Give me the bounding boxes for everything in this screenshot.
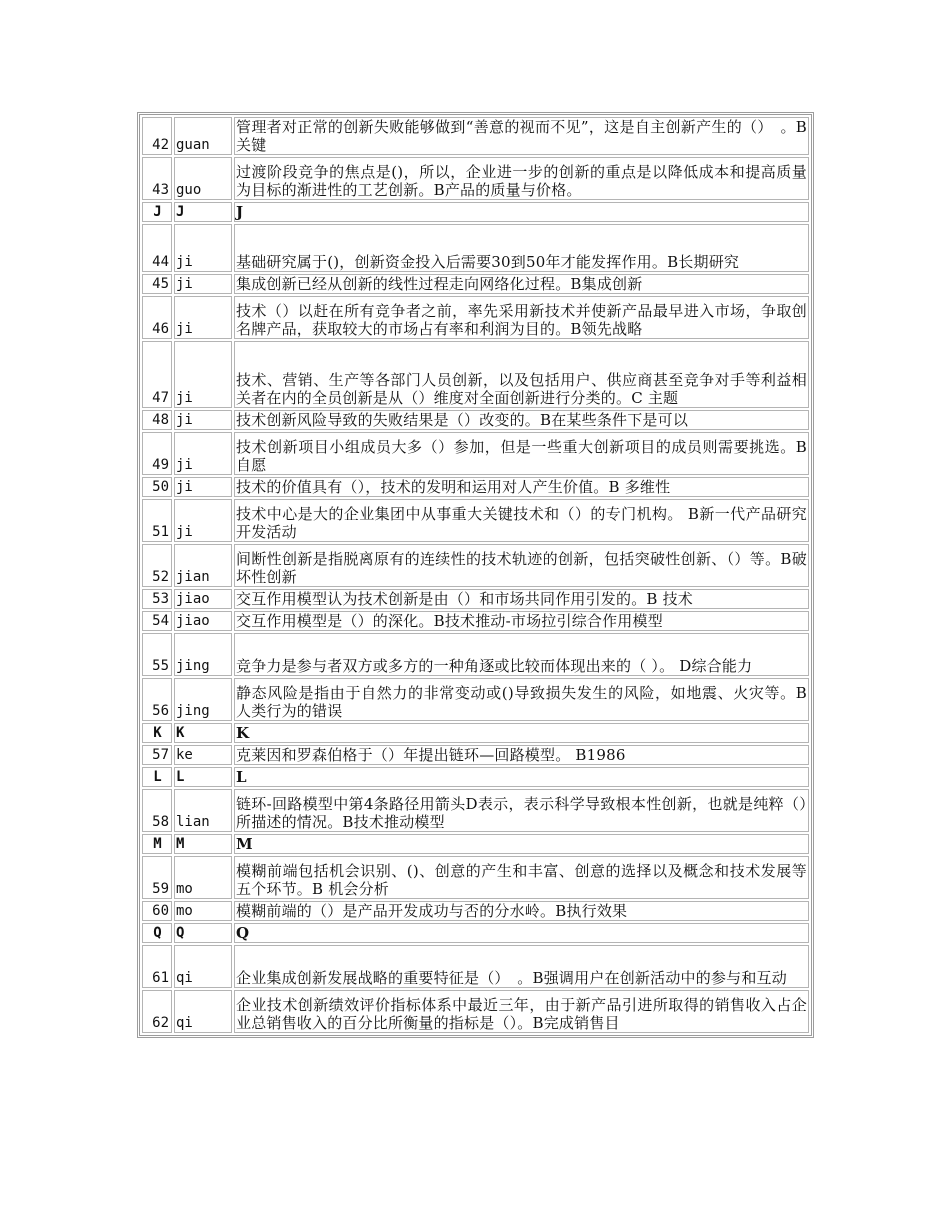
pinyin-index: ji bbox=[174, 499, 232, 542]
question-row bbox=[142, 296, 809, 339]
question-text: 模糊前端包括机会识别、()、创意的产生和丰富、创意的选择以及概念和技术发展等五个环节。B 机会分析 bbox=[234, 856, 809, 899]
question-row bbox=[142, 432, 809, 475]
question-text: 技术创新项目小组成员大多（）参加，但是一些重大创新项目的成员则需要挑选。B 自愿 bbox=[234, 432, 809, 475]
question-row bbox=[142, 789, 809, 832]
question-row bbox=[142, 990, 809, 1033]
section-header-row bbox=[142, 834, 809, 854]
question-text: 技术创新风险导致的失败结果是（）改变的。B在某些条件下是可以 bbox=[234, 410, 809, 430]
pinyin-index: jiao bbox=[174, 611, 232, 631]
section-letter: K bbox=[142, 723, 172, 743]
question-row bbox=[142, 745, 809, 765]
question-text: 过渡阶段竞争的焦点是()，所以，企业进一步的创新的重点是以降低成本和提高质量为目标的渐进性的工艺创新。B产品的质量与价格。 bbox=[234, 157, 809, 200]
pinyin-index: guo bbox=[174, 157, 232, 200]
question-number: 42 bbox=[142, 117, 172, 155]
pinyin-index: jing bbox=[174, 633, 232, 676]
question-number: 51 bbox=[142, 499, 172, 542]
question-row bbox=[142, 611, 809, 631]
question-row bbox=[142, 544, 809, 587]
question-number: 49 bbox=[142, 432, 172, 475]
pinyin-index: ji bbox=[174, 224, 232, 272]
question-text: 基础研究属于()，创新资金投入后需要30到50年才能发挥作用。B长期研究 bbox=[234, 224, 809, 272]
section-letter-index: J bbox=[174, 202, 232, 222]
question-number: 43 bbox=[142, 157, 172, 200]
question-number: 46 bbox=[142, 296, 172, 339]
question-text: 企业集成创新发展战略的重要特征是（） 。B强调用户在创新活动中的参与和互动 bbox=[234, 945, 809, 988]
question-number: 55 bbox=[142, 633, 172, 676]
question-row bbox=[142, 274, 809, 294]
section-letter: Q bbox=[142, 923, 172, 943]
question-number: 44 bbox=[142, 224, 172, 272]
question-row bbox=[142, 678, 809, 721]
question-number: 57 bbox=[142, 745, 172, 765]
question-row bbox=[142, 589, 809, 609]
pinyin-index: lian bbox=[174, 789, 232, 832]
question-text: 管理者对正常的创新失败能够做到“善意的视而不见”，这是自主创新产生的（） 。B关键 bbox=[236, 118, 807, 154]
question-text: 竞争力是参与者双方或多方的一种角逐或比较而体现出来的（ ）。 D综合能力 bbox=[234, 633, 809, 676]
question-row bbox=[142, 117, 809, 155]
quiz-sheet bbox=[137, 112, 814, 1038]
quiz-table-body bbox=[142, 117, 809, 1033]
section-letter-index: Q bbox=[174, 923, 232, 943]
pinyin-index: qi bbox=[174, 990, 232, 1033]
question-row bbox=[142, 477, 809, 497]
question-text: 技术（）以赶在所有竞争者之前，率先采用新技术并使新产品最早进入市场，争取创名牌产品，获取较大的市场占有率和利润为目的。B领先战略 bbox=[234, 296, 809, 339]
question-number: 52 bbox=[142, 544, 172, 587]
section-letter-title: L bbox=[234, 767, 809, 787]
pinyin-index: guan bbox=[174, 117, 232, 155]
section-letter-title: K bbox=[234, 723, 809, 743]
question-row bbox=[142, 410, 809, 430]
pinyin-index: jian bbox=[174, 544, 232, 587]
question-text: 链环-回路模型中第4条路径用箭头D表示，表示科学导致根本性创新，也就是纯粹（）所描述的情况。B技术推动模型 bbox=[234, 789, 809, 832]
question-text: 集成创新已经从创新的线性过程走向网络化过程。B集成创新 bbox=[234, 274, 809, 294]
pinyin-index: mo bbox=[174, 856, 232, 899]
pinyin-index: ji bbox=[174, 477, 232, 497]
question-text: 模糊前端的（）是产品开发成功与否的分水岭。B执行效果 bbox=[234, 901, 809, 921]
question-number: 61 bbox=[142, 945, 172, 988]
pinyin-index: ke bbox=[174, 745, 232, 765]
question-row bbox=[142, 341, 809, 408]
question-text: 克莱因和罗森伯格于（）年提出链环—回路模型。 B1986 bbox=[234, 745, 809, 765]
question-text: 技术、营销、生产等各部门人员创新，以及包括用户、供应商甚至竞争对手等利益相关者在内的全员创新是从（）维度对全面创新进行分类的。C 主题 bbox=[234, 341, 809, 408]
section-letter-index: M bbox=[174, 834, 232, 854]
question-row bbox=[142, 157, 809, 200]
question-text: 企业技术创新绩效评价指标体系中最近三年，由于新产品引进所取得的销售收入占企业总销售收入的百分比所衡量的指标是（）。B完成销售目 bbox=[234, 990, 809, 1033]
question-number: 53 bbox=[142, 589, 172, 609]
question-row bbox=[142, 224, 809, 272]
question-row bbox=[142, 856, 809, 899]
quiz-table bbox=[137, 112, 814, 1038]
question-number: 47 bbox=[142, 341, 172, 408]
section-header-row bbox=[142, 202, 809, 222]
question-number: 56 bbox=[142, 678, 172, 721]
question-row bbox=[142, 499, 809, 542]
section-letter: L bbox=[142, 767, 172, 787]
section-letter-index: L bbox=[174, 767, 232, 787]
question-number: 59 bbox=[142, 856, 172, 899]
pinyin-index: mo bbox=[174, 901, 232, 921]
section-letter-title: J bbox=[234, 202, 809, 222]
question-text: 技术的价值具有（），技术的发明和运用对人产生价值。B 多维性 bbox=[234, 477, 809, 497]
pinyin-index: qi bbox=[174, 945, 232, 988]
question-row bbox=[142, 945, 809, 988]
pinyin-index: ji bbox=[174, 274, 232, 294]
question-number: 48 bbox=[142, 410, 172, 430]
question-text: 交互作用模型是（）的深化。B技术推动-市场拉引综合作用模型 bbox=[234, 611, 809, 631]
section-header-row bbox=[142, 723, 809, 743]
section-header-row bbox=[142, 923, 809, 943]
section-letter: M bbox=[142, 834, 172, 854]
section-header-row bbox=[142, 767, 809, 787]
question-number: 54 bbox=[142, 611, 172, 631]
pinyin-index: ji bbox=[174, 341, 232, 408]
question-number: 60 bbox=[142, 901, 172, 921]
question-text: 静态风险是指由于自然力的非常变动或()导致损失发生的风险，如地震、火灾等。B 人类行为的错误 bbox=[234, 678, 809, 721]
question-number: 50 bbox=[142, 477, 172, 497]
question-row bbox=[142, 901, 809, 921]
question-number: 45 bbox=[142, 274, 172, 294]
question-text: 交互作用模型认为技术创新是由（）和市场共同作用引发的。B 技术 bbox=[234, 589, 809, 609]
section-letter: J bbox=[142, 202, 172, 222]
pinyin-index: jing bbox=[174, 678, 232, 721]
pinyin-index: ji bbox=[174, 296, 232, 339]
pinyin-index: ji bbox=[174, 432, 232, 475]
question-text: 技术中心是大的企业集团中从事重大关键技术和（）的专门机构。 B新一代产品研究开发活动 bbox=[234, 499, 809, 542]
question-row bbox=[142, 633, 809, 676]
section-letter-index: K bbox=[174, 723, 232, 743]
question-text: 间断性创新是指脱离原有的连续性的技术轨迹的创新，包括突破性创新、（）等。B破坏性创新 bbox=[234, 544, 809, 587]
section-letter-title: M bbox=[234, 834, 809, 854]
question-number: 58 bbox=[142, 789, 172, 832]
pinyin-index: jiao bbox=[174, 589, 232, 609]
section-letter-title: Q bbox=[234, 923, 809, 943]
pinyin-index: ji bbox=[174, 410, 232, 430]
question-number: 62 bbox=[142, 990, 172, 1033]
